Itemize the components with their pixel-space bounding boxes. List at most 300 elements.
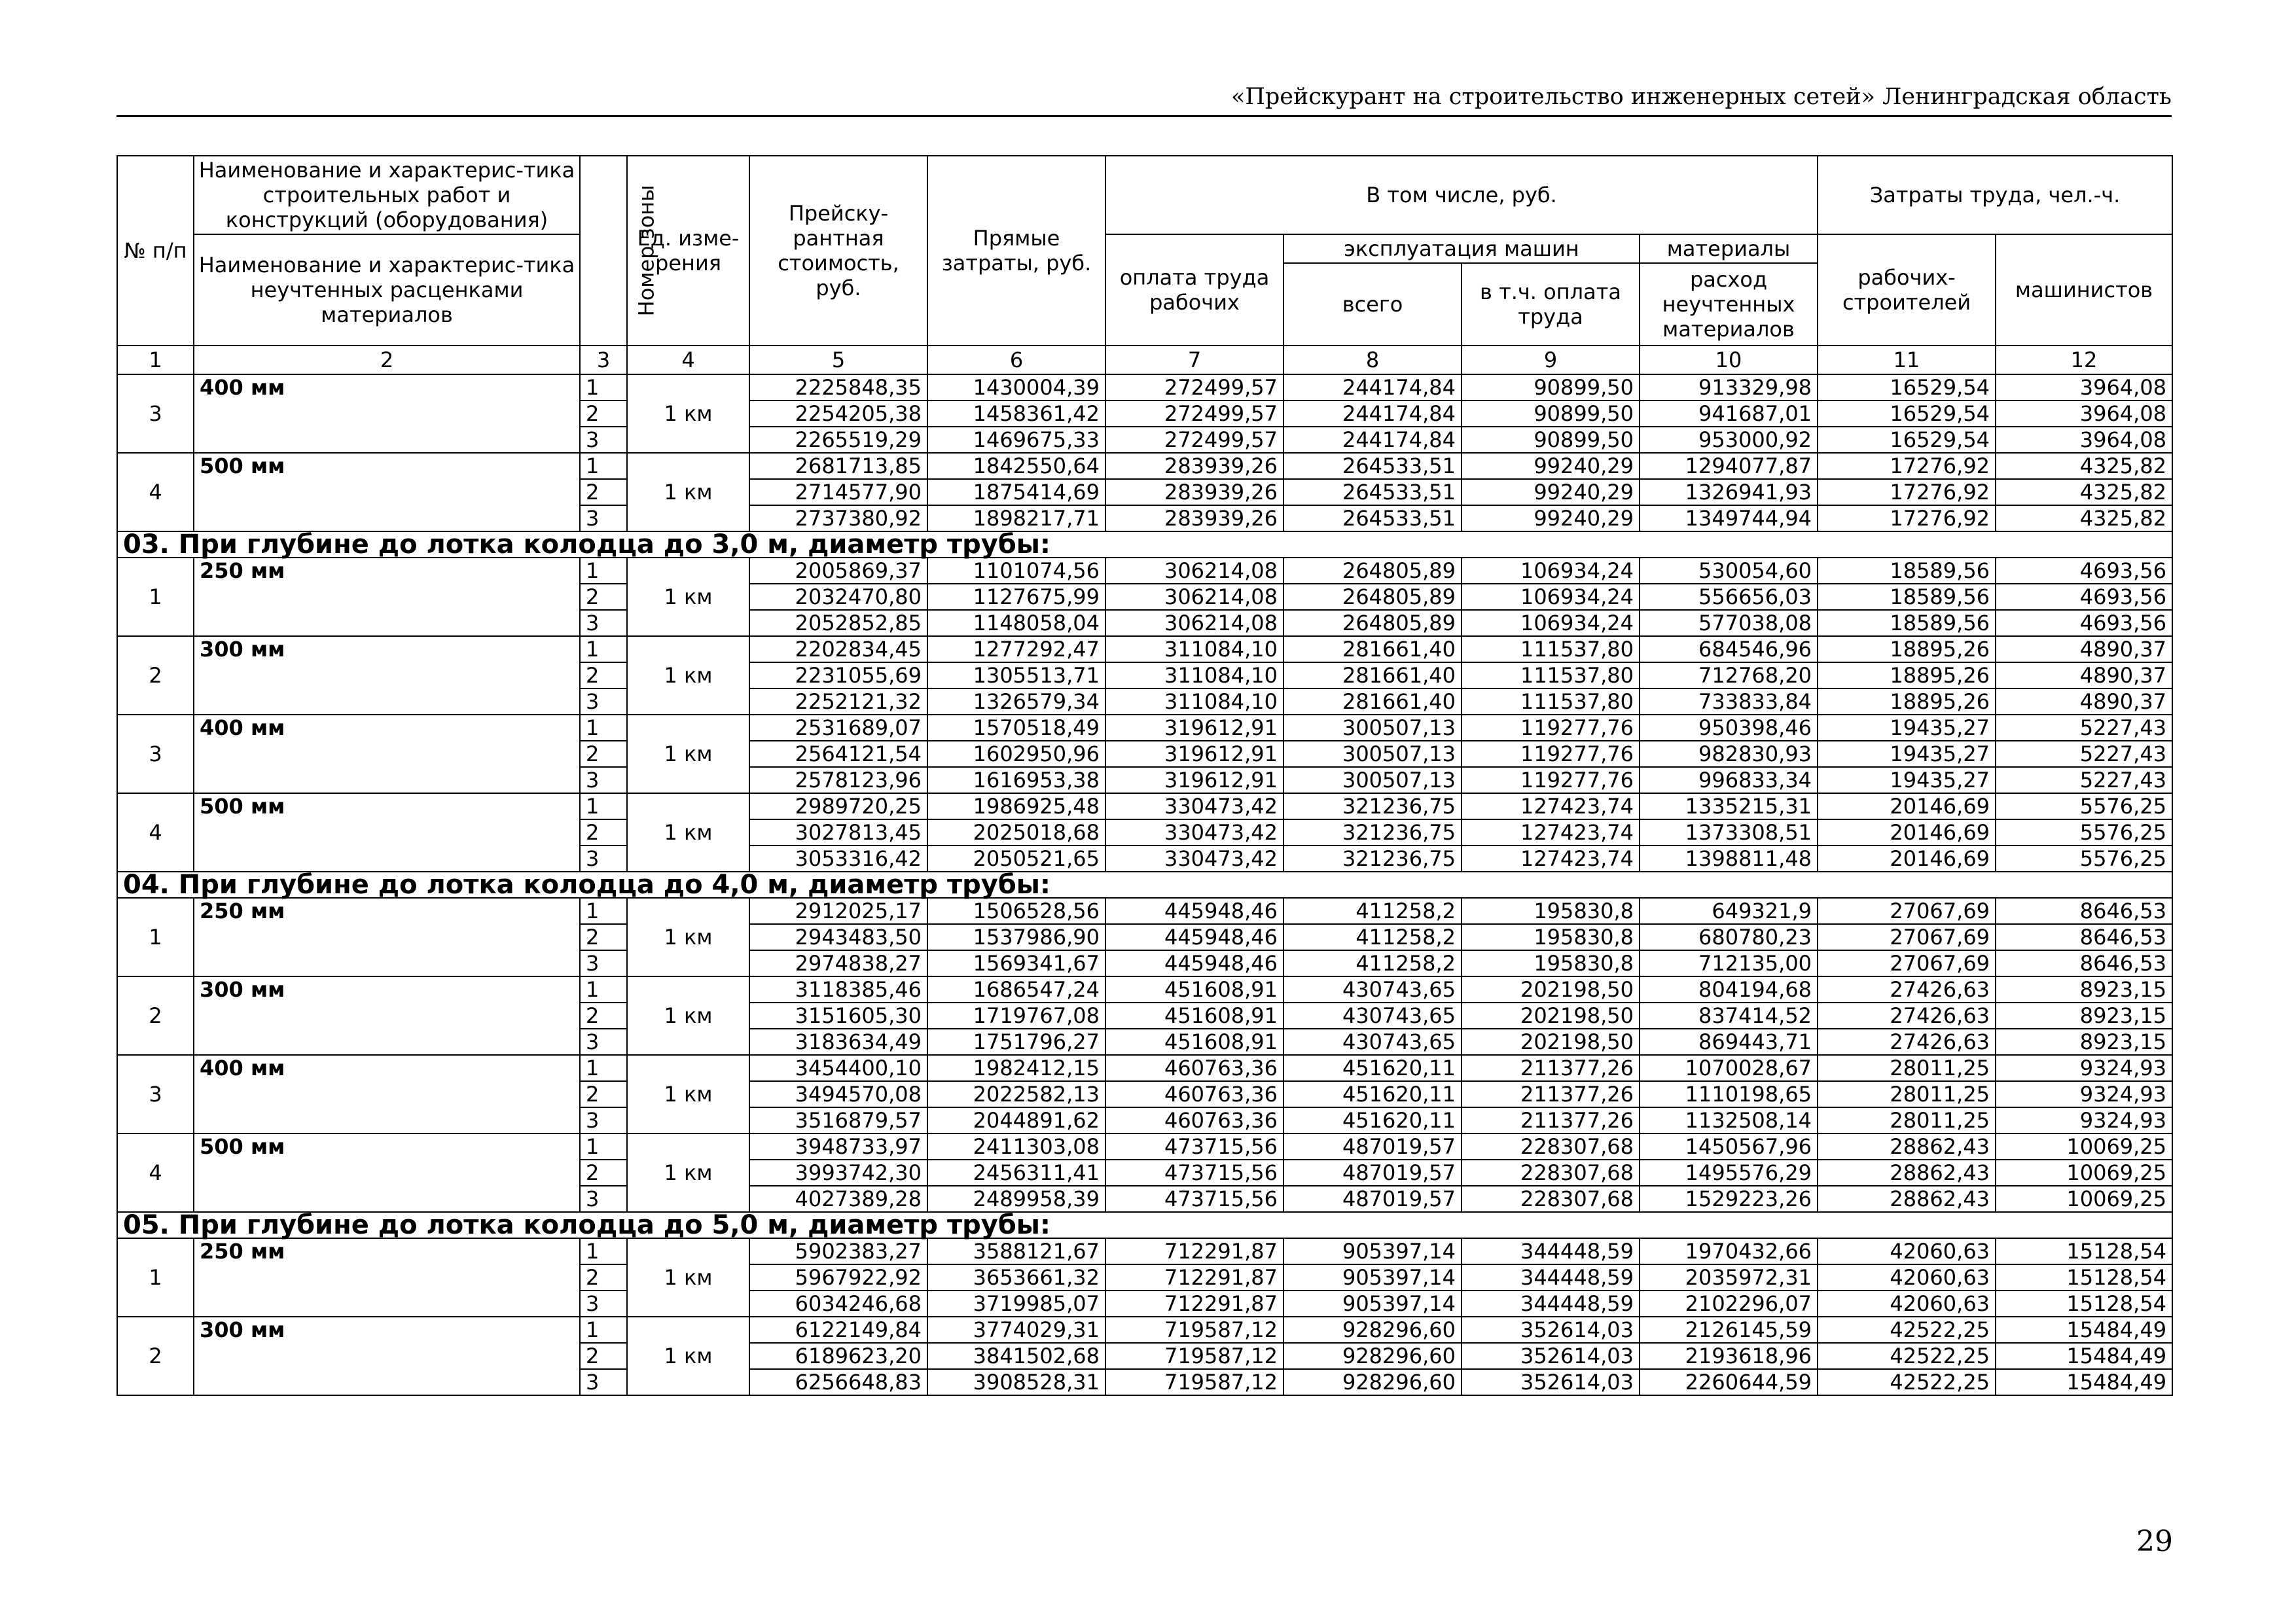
value-cell: 1305513,71 [927,662,1105,688]
value-cell: 460763,36 [1105,1055,1283,1081]
unit-cell: 1 км [627,793,749,872]
value-cell: 119277,76 [1462,741,1640,767]
value-cell: 106934,24 [1462,558,1640,584]
value-cell: 445948,46 [1105,924,1283,950]
item-name: 250 мм [194,898,580,976]
item-name: 400 мм [194,1055,580,1133]
value-cell: 28011,25 [1818,1081,1996,1107]
value-cell: 4890,37 [1996,662,2172,688]
zone-cell: 3 [580,610,627,636]
unit-cell: 1 км [627,558,749,636]
item-number: 3 [117,374,194,453]
item-number: 3 [117,1055,194,1133]
value-cell: 15128,54 [1996,1291,2172,1317]
unit-cell: 1 км [627,636,749,715]
value-cell: 2102296,07 [1640,1291,1818,1317]
value-cell: 311084,10 [1105,688,1283,715]
unit-cell: 1 км [627,453,749,531]
col-header-total: всего [1283,263,1462,346]
value-cell: 2025018,68 [927,819,1105,846]
value-cell: 1529223,26 [1640,1186,1818,1212]
value-cell: 330473,42 [1105,819,1283,846]
value-cell: 2974838,27 [749,950,927,976]
value-cell: 996833,34 [1640,767,1818,793]
value-cell: 300507,13 [1283,715,1462,741]
section-title: 04. При глубине до лотка колодца до 4,0 м, диаметр трубы: [117,872,2172,898]
value-cell: 306214,08 [1105,584,1283,610]
zone-cell: 1 [580,1055,627,1081]
value-cell: 42060,63 [1818,1238,1996,1264]
value-cell: 3964,08 [1996,427,2172,453]
col-header-labor: Затраты труда, чел.-ч. [1818,156,2172,234]
zone-cell: 2 [580,662,627,688]
table-row [117,453,2172,479]
item-name: 400 мм [194,715,580,793]
table-row [117,374,2172,401]
value-cell: 27067,69 [1818,898,1996,924]
value-cell: 953000,92 [1640,427,1818,453]
value-cell: 211377,26 [1462,1081,1640,1107]
value-cell: 19435,27 [1818,767,1996,793]
value-cell: 2456311,41 [927,1160,1105,1186]
col-header-name-top: Наименование и характерис-тика строительных работ и конструкций (оборудования) [194,156,580,234]
value-cell: 649321,9 [1640,898,1818,924]
value-cell: 982830,93 [1640,741,1818,767]
unit-cell: 1 км [627,374,749,453]
value-cell: 111537,80 [1462,662,1640,688]
value-cell: 1898217,71 [927,505,1105,531]
value-cell: 1398811,48 [1640,846,1818,872]
unit-cell: 1 км [627,976,749,1055]
value-cell: 4325,82 [1996,453,2172,479]
value-cell: 684546,96 [1640,636,1818,662]
value-cell: 1751796,27 [927,1029,1105,1055]
value-cell: 556656,03 [1640,584,1818,610]
value-cell: 451620,11 [1283,1107,1462,1133]
value-cell: 1875414,69 [927,479,1105,505]
value-cell: 3841502,68 [927,1343,1105,1369]
value-cell: 905397,14 [1283,1238,1462,1264]
value-cell: 6256648,83 [749,1369,927,1395]
value-cell: 2531689,07 [749,715,927,741]
value-cell: 283939,26 [1105,479,1283,505]
value-cell: 119277,76 [1462,715,1640,741]
value-cell: 18895,26 [1818,662,1996,688]
value-cell: 2489958,39 [927,1186,1105,1212]
value-cell: 719587,12 [1105,1369,1283,1395]
zone-cell: 1 [580,558,627,584]
value-cell: 127423,74 [1462,793,1640,819]
value-cell: 712291,87 [1105,1264,1283,1291]
value-cell: 15484,49 [1996,1369,2172,1395]
value-cell: 1458361,42 [927,401,1105,427]
value-cell: 18895,26 [1818,688,1996,715]
value-cell: 9324,93 [1996,1055,2172,1081]
value-cell: 20146,69 [1818,793,1996,819]
value-cell: 2202834,45 [749,636,927,662]
value-cell: 6034246,68 [749,1291,927,1317]
zone-cell: 1 [580,793,627,819]
value-cell: 18589,56 [1818,558,1996,584]
value-cell: 445948,46 [1105,950,1283,976]
unit-cell: 1 км [627,1133,749,1212]
value-cell: 2231055,69 [749,662,927,688]
value-cell: 3053316,42 [749,846,927,872]
table-row [117,1238,2172,1264]
value-cell: 1326941,93 [1640,479,1818,505]
value-cell: 352614,03 [1462,1317,1640,1343]
zone-cell: 3 [580,950,627,976]
value-cell: 487019,57 [1283,1133,1462,1160]
value-cell: 228307,68 [1462,1160,1640,1186]
value-cell: 42522,25 [1818,1317,1996,1343]
value-cell: 27426,63 [1818,976,1996,1003]
zone-cell: 3 [580,846,627,872]
col-header-machines: эксплуатация машин [1283,234,1640,263]
value-cell: 905397,14 [1283,1264,1462,1291]
zone-cell: 1 [580,898,627,924]
zone-cell: 2 [580,741,627,767]
col-header-incl-wage: в т.ч. оплата труда [1462,263,1640,346]
value-cell: 4693,56 [1996,610,2172,636]
table-row [117,715,2172,741]
value-cell: 106934,24 [1462,584,1640,610]
value-cell: 460763,36 [1105,1081,1283,1107]
value-cell: 5902383,27 [749,1238,927,1264]
value-cell: 430743,65 [1283,976,1462,1003]
table-row [117,976,2172,1003]
zone-cell: 2 [580,1264,627,1291]
value-cell: 15484,49 [1996,1317,2172,1343]
value-cell: 27067,69 [1818,950,1996,976]
zone-cell: 2 [580,479,627,505]
zone-cell: 3 [580,1369,627,1395]
value-cell: 311084,10 [1105,636,1283,662]
item-number: 4 [117,453,194,531]
zone-cell: 2 [580,1343,627,1369]
value-cell: 473715,56 [1105,1186,1283,1212]
value-cell: 2193618,96 [1640,1343,1818,1369]
value-cell: 106934,24 [1462,610,1640,636]
value-cell: 1450567,96 [1640,1133,1818,1160]
value-cell: 319612,91 [1105,715,1283,741]
value-cell: 99240,29 [1462,453,1640,479]
value-cell: 451620,11 [1283,1055,1462,1081]
value-cell: 487019,57 [1283,1160,1462,1186]
value-cell: 90899,50 [1462,427,1640,453]
value-cell: 3183634,49 [749,1029,927,1055]
value-cell: 272499,57 [1105,401,1283,427]
table-row [117,1133,2172,1160]
value-cell: 1537986,90 [927,924,1105,950]
value-cell: 15128,54 [1996,1264,2172,1291]
value-cell: 28862,43 [1818,1160,1996,1186]
value-cell: 3964,08 [1996,401,2172,427]
value-cell: 127423,74 [1462,846,1640,872]
value-cell: 2989720,25 [749,793,927,819]
value-cell: 264533,51 [1283,505,1462,531]
value-cell: 1719767,08 [927,1003,1105,1029]
value-cell: 27426,63 [1818,1003,1996,1029]
item-name: 500 мм [194,793,580,872]
value-cell: 1506528,56 [927,898,1105,924]
value-cell: 1148058,04 [927,610,1105,636]
value-cell: 330473,42 [1105,846,1283,872]
value-cell: 3588121,67 [927,1238,1105,1264]
value-cell: 2411303,08 [927,1133,1105,1160]
value-cell: 1616953,38 [927,767,1105,793]
section-title: 03. При глубине до лотка колодца до 3,0 м, диаметр трубы: [117,531,2172,558]
col-header-direct: Прямые затраты, руб. [927,156,1105,346]
value-cell: 8646,53 [1996,950,2172,976]
value-cell: 1294077,87 [1640,453,1818,479]
zone-cell: 2 [580,401,627,427]
value-cell: 90899,50 [1462,374,1640,401]
value-cell: 5576,25 [1996,819,2172,846]
value-cell: 2252121,32 [749,688,927,715]
value-cell: 3948733,97 [749,1133,927,1160]
value-cell: 2714577,90 [749,479,927,505]
value-cell: 90899,50 [1462,401,1640,427]
value-cell: 283939,26 [1105,505,1283,531]
zone-cell: 3 [580,1029,627,1055]
value-cell: 1495576,29 [1640,1160,1818,1186]
value-cell: 111537,80 [1462,636,1640,662]
value-cell: 941687,01 [1640,401,1818,427]
zone-cell: 1 [580,1238,627,1264]
value-cell: 10069,25 [1996,1186,2172,1212]
value-cell: 733833,84 [1640,688,1818,715]
value-cell: 344448,59 [1462,1264,1640,1291]
value-cell: 99240,29 [1462,505,1640,531]
value-cell: 20146,69 [1818,819,1996,846]
value-cell: 804194,68 [1640,976,1818,1003]
value-cell: 1842550,64 [927,453,1105,479]
value-cell: 1101074,56 [927,558,1105,584]
item-name: 400 мм [194,374,580,453]
value-cell: 1970432,66 [1640,1238,1818,1264]
item-number: 2 [117,976,194,1055]
value-cell: 211377,26 [1462,1055,1640,1081]
value-cell: 6189623,20 [749,1343,927,1369]
value-cell: 928296,60 [1283,1317,1462,1343]
value-cell: 2044891,62 [927,1107,1105,1133]
value-cell: 195830,8 [1462,898,1640,924]
value-cell: 352614,03 [1462,1369,1640,1395]
value-cell: 202198,50 [1462,1029,1640,1055]
value-cell: 913329,98 [1640,374,1818,401]
section-row [117,872,2172,898]
value-cell: 411258,2 [1283,950,1462,976]
column-number-row [117,346,2172,374]
value-cell: 42522,25 [1818,1343,1996,1369]
value-cell: 306214,08 [1105,610,1283,636]
table-row [117,1055,2172,1081]
item-number: 4 [117,793,194,872]
value-cell: 18589,56 [1818,584,1996,610]
value-cell: 577038,08 [1640,610,1818,636]
value-cell: 430743,65 [1283,1029,1462,1055]
value-cell: 16529,54 [1818,427,1996,453]
value-cell: 928296,60 [1283,1369,1462,1395]
value-cell: 195830,8 [1462,924,1640,950]
value-cell: 17276,92 [1818,479,1996,505]
item-name: 300 мм [194,636,580,715]
value-cell: 1277292,47 [927,636,1105,662]
value-cell: 5576,25 [1996,793,2172,819]
value-cell: 281661,40 [1283,662,1462,688]
col-header-mat-use: расход неучтенных материалов [1640,263,1818,346]
value-cell: 321236,75 [1283,793,1462,819]
item-number: 3 [117,715,194,793]
value-cell: 42060,63 [1818,1264,1996,1291]
value-cell: 17276,92 [1818,453,1996,479]
value-cell: 281661,40 [1283,636,1462,662]
col-header-num: № п/п [117,156,194,346]
value-cell: 4693,56 [1996,584,2172,610]
column-number: 11 [1818,346,1996,374]
col-header-incl: В том числе, руб. [1105,156,1818,234]
value-cell: 264805,89 [1283,558,1462,584]
value-cell: 4027389,28 [749,1186,927,1212]
value-cell: 202198,50 [1462,976,1640,1003]
zone-cell: 1 [580,636,627,662]
zone-cell: 2 [580,819,627,846]
value-cell: 321236,75 [1283,819,1462,846]
price-table [117,155,2173,1396]
value-cell: 3653661,32 [927,1264,1105,1291]
item-number: 4 [117,1133,194,1212]
value-cell: 1570518,49 [927,715,1105,741]
value-cell: 4890,37 [1996,688,2172,715]
item-number: 1 [117,1238,194,1317]
value-cell: 17276,92 [1818,505,1996,531]
value-cell: 19435,27 [1818,715,1996,741]
section-title: 05. При глубине до лотка колодца до 5,0 м, диаметр трубы: [117,1212,2172,1238]
value-cell: 306214,08 [1105,558,1283,584]
value-cell: 1335215,31 [1640,793,1818,819]
value-cell: 18589,56 [1818,610,1996,636]
value-cell: 928296,60 [1283,1343,1462,1369]
value-cell: 15484,49 [1996,1343,2172,1369]
zone-cell: 1 [580,1133,627,1160]
value-cell: 869443,71 [1640,1029,1818,1055]
item-number: 1 [117,558,194,636]
value-cell: 330473,42 [1105,793,1283,819]
value-cell: 28011,25 [1818,1055,1996,1081]
column-number: 5 [749,346,927,374]
value-cell: 28011,25 [1818,1107,1996,1133]
value-cell: 712291,87 [1105,1238,1283,1264]
value-cell: 3494570,08 [749,1081,927,1107]
column-number: 2 [194,346,580,374]
value-cell: 344448,59 [1462,1238,1640,1264]
value-cell: 3151605,30 [749,1003,927,1029]
zone-cell: 2 [580,1160,627,1186]
value-cell: 8923,15 [1996,1029,2172,1055]
value-cell: 2912025,17 [749,898,927,924]
col-header-unit: Ед. изме-рения [627,156,749,346]
zone-cell: 3 [580,1107,627,1133]
value-cell: 719587,12 [1105,1317,1283,1343]
item-name: 250 мм [194,558,580,636]
zone-cell: 3 [580,1291,627,1317]
value-cell: 3719985,07 [927,1291,1105,1317]
value-cell: 712135,00 [1640,950,1818,976]
value-cell: 5967922,92 [749,1264,927,1291]
value-cell: 680780,23 [1640,924,1818,950]
value-cell: 3118385,46 [749,976,927,1003]
value-cell: 451620,11 [1283,1081,1462,1107]
zone-cell: 3 [580,427,627,453]
value-cell: 42522,25 [1818,1369,1996,1395]
unit-cell: 1 км [627,898,749,976]
item-name: 500 мм [194,1133,580,1212]
col-header-price: Прейску-рантная стоимость, руб. [749,156,927,346]
value-cell: 28862,43 [1818,1133,1996,1160]
value-cell: 3993742,30 [749,1160,927,1186]
value-cell: 4325,82 [1996,505,2172,531]
zone-cell: 1 [580,976,627,1003]
value-cell: 3774029,31 [927,1317,1105,1343]
value-cell: 195830,8 [1462,950,1640,976]
value-cell: 264805,89 [1283,610,1462,636]
value-cell: 5576,25 [1996,846,2172,872]
value-cell: 2254205,38 [749,401,927,427]
value-cell: 1982412,15 [927,1055,1105,1081]
value-cell: 3964,08 [1996,374,2172,401]
col-header-wage: оплата труда рабочих [1105,234,1283,346]
value-cell: 1110198,65 [1640,1081,1818,1107]
value-cell: 2943483,50 [749,924,927,950]
value-cell: 719587,12 [1105,1343,1283,1369]
column-number: 12 [1996,346,2172,374]
value-cell: 2564121,54 [749,741,927,767]
value-cell: 352614,03 [1462,1343,1640,1369]
value-cell: 530054,60 [1640,558,1818,584]
col-header-materials: материалы [1640,234,1818,263]
item-name: 250 мм [194,1238,580,1317]
col-header-zone [580,156,659,346]
value-cell: 42060,63 [1818,1291,1996,1317]
value-cell: 1127675,99 [927,584,1105,610]
value-cell: 244174,84 [1283,401,1462,427]
item-number: 1 [117,898,194,976]
item-name: 300 мм [194,1317,580,1395]
value-cell: 319612,91 [1105,767,1283,793]
value-cell: 6122149,84 [749,1317,927,1343]
zone-cell: 1 [580,374,627,401]
value-cell: 16529,54 [1818,374,1996,401]
value-cell: 9324,93 [1996,1081,2172,1107]
value-cell: 460763,36 [1105,1107,1283,1133]
zone-cell: 2 [580,584,627,610]
col-header-operators: машинистов [1996,234,2172,346]
value-cell: 27067,69 [1818,924,1996,950]
value-cell: 9324,93 [1996,1107,2172,1133]
item-name: 500 мм [194,453,580,531]
value-cell: 1373308,51 [1640,819,1818,846]
col-header-zone-text: Номер зоны [634,185,659,317]
item-number: 2 [117,636,194,715]
table-row [117,1317,2172,1343]
value-cell: 264533,51 [1283,453,1462,479]
zone-cell: 2 [580,1081,627,1107]
table-row [117,558,2172,584]
table-row [117,636,2172,662]
section-row [117,1212,2172,1238]
value-cell: 283939,26 [1105,453,1283,479]
